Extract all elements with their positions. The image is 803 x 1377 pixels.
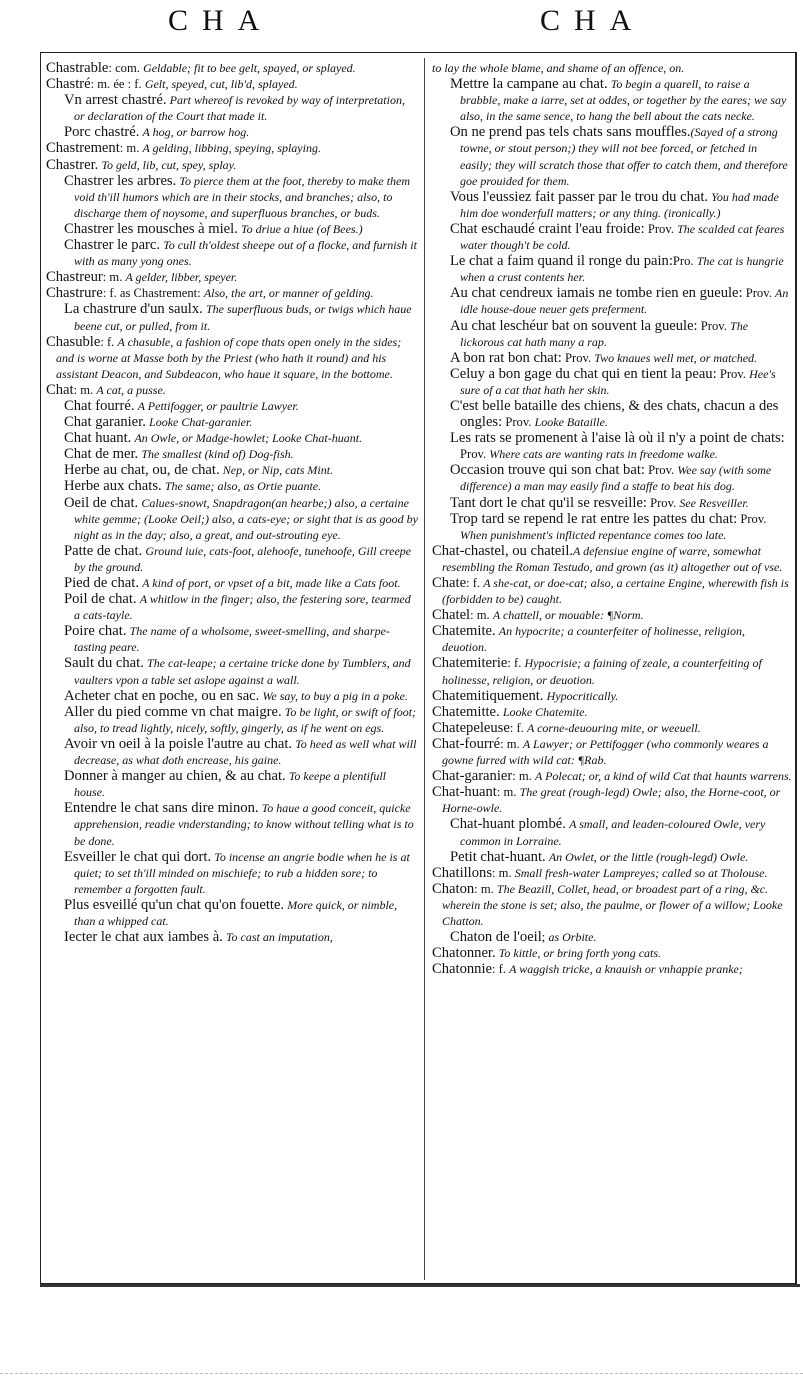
entry-headword: Poil de chat. — [64, 591, 137, 608]
entry-grammar: : f. — [509, 720, 527, 735]
entry-headword: Chat-huant plombé. — [450, 816, 566, 833]
entry-translation: Also, the art, or manner of gelding. — [203, 286, 374, 301]
dictionary-entry — [46, 736, 418, 768]
entry-translation: A defensiue engine of warre, somewhat resembling the Roman Testudo, and grown (as it) altogether out of vse. — [442, 543, 783, 574]
entry-headword: Patte de chat. — [64, 542, 143, 559]
entry-translation: To cull th'oldest sheepe out of a flocke, and furnish it with as many yong ones. — [74, 238, 417, 269]
entry-headword: Chastrer les arbres. — [64, 172, 177, 189]
entry-translation: To driue a hiue (of Bees.) — [241, 221, 363, 236]
entry-grammar: : m. — [474, 881, 497, 896]
dictionary-entry — [432, 189, 792, 221]
entry-translation: A cat, a pusse. — [96, 382, 166, 397]
entry-grammar: Prov. — [502, 415, 535, 430]
dictionary-entry — [46, 655, 418, 687]
dictionary-entry — [46, 398, 418, 414]
entry-grammar: : m. — [496, 785, 520, 800]
entry-translation: A waggish tricke, a knauish or vnhappie pranke; — [509, 962, 743, 977]
entry-grammar: : f. as Chastrement: — [102, 286, 204, 301]
entry-headword: Chat-chastel, ou chateil. — [432, 542, 574, 559]
dictionary-entry — [46, 929, 418, 945]
dictionary-entry — [432, 124, 792, 188]
entry-grammar: ; — [541, 930, 549, 945]
entry-headword: Chaton — [432, 880, 475, 897]
entry-headword: Chatemiterie — [432, 655, 508, 672]
entry-headword: Chastrable — [46, 60, 109, 76]
entry-grammar: : m. — [119, 141, 143, 156]
entry-headword: Celuy a bon gage du chat qui en tient la peau: — [450, 365, 717, 382]
entry-translation: An Owlet, or the little (rough-legd) Owle. — [548, 849, 749, 864]
entry-translation: You had made him doe wonderfull matters; or any thing. (ironically.) — [460, 189, 779, 220]
dictionary-entry — [46, 897, 418, 929]
entry-translation: To pierce them at the foot, thereby to make them void th'ill humors which are in their stocks, and branches; also, to discharge them of noysome, and superfluous branches, or buds. — [74, 173, 411, 220]
entry-headword: Chaton de l'oeil — [450, 929, 542, 946]
running-head-left: CHA — [168, 4, 274, 37]
entry-headword: Chat huant. — [64, 430, 132, 447]
entry-translation: A small, and leaden-coloured Owle, very common in Lorraine. — [460, 817, 766, 848]
entry-headword: Chat — [46, 381, 74, 398]
dictionary-entry — [432, 623, 792, 655]
entry-translation: The superfluous buds, or twigs which haue beene cut, or pulled, from it. — [74, 302, 412, 333]
entry-grammar: : f. — [466, 576, 484, 590]
dictionary-entry — [432, 961, 792, 977]
entry-translation: Looke Chatemite. — [502, 704, 588, 719]
entry-grammar: : m. ée : f. — [90, 77, 145, 92]
entry-translation: Small fresh-water Lampreyes; called so at Tholouse. — [514, 865, 768, 880]
column-divider — [424, 58, 425, 1280]
entry-headword: Chatonnie — [432, 961, 492, 978]
entry-translation: To incense an angrie bodie when he is at quiet; to set th'ill minded on mischiefe; to rub a hidden sore; to remember a forgotten fault. — [74, 849, 410, 896]
entry-translation: to lay the whole blame, and shame of an offence, on. — [432, 61, 685, 75]
entry-grammar: : m. — [470, 608, 493, 623]
dictionary-entry — [432, 318, 792, 350]
dictionary-entry — [46, 334, 418, 382]
right-column — [432, 60, 792, 977]
dictionary-entry — [432, 366, 792, 398]
dictionary-entry — [46, 430, 418, 446]
entry-translation: A kind of port, or vpset of a bit, made like a Cats foot. — [142, 576, 401, 590]
entry-headword: Chat eschaudé craint l'eau froide: — [450, 220, 645, 237]
dictionary-entry — [432, 575, 792, 607]
entry-translation: A Lawyer; or Pettifogger (who commonly weares a gowne furred with wild cat: ¶Rab. — [442, 736, 769, 768]
dictionary-entry — [46, 414, 418, 430]
entry-translation: A whitlow in the finger; also, the festering sore, tearmed a cats-tayle. — [74, 592, 411, 623]
entry-translation: An idle house-doue neuer gets preferment. — [460, 286, 789, 317]
entry-translation: A Pettifogger, or paultrie Lawyer. — [137, 398, 299, 413]
entry-translation: A corne-deuouring mite, or weeuell. — [526, 720, 701, 735]
dictionary-entry — [432, 430, 792, 462]
entry-translation: A gelding, libbing, speying, splaying. — [142, 141, 321, 156]
dictionary-entry — [46, 124, 418, 140]
entry-translation: The lickorous cat hath many a rap. — [460, 318, 749, 349]
entry-grammar: Prov. — [644, 463, 678, 478]
dictionary-entry — [432, 285, 792, 317]
entry-headword: Aller du pied comme vn chat maigre. — [64, 703, 282, 720]
dictionary-entry — [46, 76, 418, 92]
entry-grammar: : m. — [512, 769, 535, 784]
entry-headword: Chastrer les mousches à miel. — [64, 220, 238, 237]
dictionary-entry — [46, 269, 418, 285]
entry-headword: Chatel — [432, 607, 471, 624]
entry-headword: Au chat cendreux iamais ne tombe rien en gueule: — [450, 285, 743, 302]
entry-headword: Entendre le chat sans dire minon. — [64, 800, 259, 817]
entry-translation: Gelt, speyed, cut, lib'd, splayed. — [144, 77, 298, 92]
dictionary-entry — [432, 398, 792, 430]
entry-translation: Ground iuie, cats-foot, alehoofe, tunehoofe, Gill creepe by the ground. — [74, 543, 412, 574]
entry-headword: Pied de chat. — [64, 575, 139, 591]
entry-headword: Chastrer le parc. — [64, 237, 161, 254]
entry-headword: Vn arrest chastré. — [64, 92, 167, 109]
entry-headword: Au chat leschéur bat on souvent la gueule: — [450, 317, 698, 334]
dictionary-entry — [432, 655, 792, 687]
entry-headword: Chate — [432, 575, 467, 591]
entry-translation: To be light, or swift of foot; also, to tread lightly, nicely, softly, gingerly, as if he went on egs. — [74, 704, 417, 735]
dictionary-entry — [46, 688, 418, 704]
entry-headword: Trop tard se repend le rat entre les pattes du chat: — [450, 510, 738, 527]
entry-headword: Chatepeleuse — [432, 719, 510, 736]
dictionary-entry — [432, 607, 792, 623]
entry-grammar: : m. — [500, 736, 523, 751]
entry-translation: An Owle, or Madge-howlet; Looke Chat-huant. — [134, 431, 363, 446]
dictionary-entry — [46, 285, 418, 301]
dictionary-entry — [432, 495, 792, 511]
dictionary-entry — [46, 92, 418, 124]
entry-grammar: : f. — [492, 962, 510, 977]
entry-translation: Hee's sure of a cat that hath her skin. — [460, 366, 776, 397]
entry-translation: Calues-snowt, Snapdragon(an hearbe;) also, a certaine white gemme; (Looke Oeil;) also, a cats-eye; or sight that is as good by night as in the day; also, a great, and out-strouting eye. — [74, 495, 418, 542]
entry-translation: Hypocritically. — [546, 688, 619, 703]
entry-headword: La chastrure d'un saulx. — [64, 301, 203, 318]
dictionary-entry — [432, 462, 792, 494]
entry-translation: When punishment's inflicted repentance comes too late. — [460, 527, 727, 542]
dictionary-entry — [46, 301, 418, 333]
entry-translation: as Orbite. — [548, 930, 597, 945]
dictionary-entry — [432, 945, 792, 961]
dictionary-entry — [432, 736, 792, 768]
entry-headword: Petit chat-huant. — [450, 848, 546, 865]
entry-headword: Tant dort le chat qu'il se resveille: — [450, 494, 647, 511]
entry-grammar: Prov. — [716, 366, 750, 381]
entry-headword: Vous l'eussiez fait passer par le trou du chat. — [450, 188, 709, 205]
entry-translation: The same; also, as Ortie puante. — [164, 479, 322, 494]
dictionary-entry — [432, 253, 792, 285]
running-head-right: CHA — [540, 4, 646, 37]
entry-translation: To cast an imputation, — [225, 930, 333, 945]
entry-translation: To haue a good conceit, quicke apprehension, readie vnderstanding; to know without telling what is to be done. — [74, 801, 414, 848]
entry-headword: Chatillons — [432, 864, 492, 881]
entry-grammar: Prov. — [561, 350, 595, 365]
entry-headword: Chatemitte. — [432, 703, 500, 720]
dictionary-entry — [46, 800, 418, 848]
entry-translation: A Polecat; or, a kind of wild Cat that haunts warrens. — [534, 769, 792, 784]
entry-translation: Looke Bataille. — [534, 415, 608, 430]
entry-translation: More quick, or nimble, than a whipped cat. — [74, 897, 398, 928]
entry-translation: The name of a wholsome, sweet-smelling, and sharpe-tasting peare. — [74, 624, 390, 655]
entry-headword: Chastrer. — [46, 156, 99, 173]
entry-headword: Chatemite. — [432, 623, 496, 640]
entry-headword: Occasion trouve qui son chat bat: — [450, 462, 645, 479]
entry-grammar: Prov. — [460, 447, 490, 462]
entry-translation: (Sayed of a strong towne, or stout person;) they will not bee forced, or fetched in easily; they will scratch those that offer to catch them, and therefore goe prouided for them. — [460, 125, 788, 188]
entry-headword: Chat-huant — [432, 784, 497, 801]
entry-headword: Chastré — [46, 76, 91, 93]
entry-translation: A chasuble, a fashion of cope thats open onely in the sides; and is worne at Masse both by the Priest (who hath it round) and his assistant Deacon, and Subdeacon, who haue it square, in the bottome. — [56, 334, 402, 381]
entry-headword: Oeil de chat. — [64, 494, 139, 511]
dictionary-entry — [46, 543, 418, 575]
dictionary-entry — [46, 157, 418, 173]
entry-translation: The Beazill, Collet, head, or broadest part of a ring, &c. wherein the stone is set; also, the paulme, or flower of a willow; Looke Chatton. — [442, 881, 783, 928]
entry-translation: A chattell, or mouable: ¶Norm. — [492, 608, 644, 623]
entry-translation: An hypocrite; a counterfeiter of holinesse, religion, deuotion. — [442, 624, 745, 655]
entry-headword: Chat garanier. — [64, 414, 146, 431]
entry-translation: Hypocrisie; a faining of zeale, a counterfeiting of holinesse, religion, or deuotion. — [442, 656, 762, 687]
dictionary-entry — [432, 768, 792, 784]
dictionary-entry — [46, 704, 418, 736]
dictionary-entry — [432, 784, 792, 816]
dictionary-entry — [432, 511, 792, 543]
left-column — [46, 60, 418, 945]
dictionary-entry — [46, 478, 418, 494]
dictionary-entry — [46, 591, 418, 623]
dictionary-entry — [46, 237, 418, 269]
entry-translation: The smallest (kind of) Dog-fish. — [141, 447, 294, 462]
dictionary-entry — [46, 446, 418, 462]
dictionary-entry — [46, 849, 418, 897]
entry-translation: The great (rough-legd) Owle; also, the Horne-coot, or Horne-owle. — [442, 785, 781, 816]
entry-headword: Chasuble — [46, 333, 101, 350]
dictionary-entry — [432, 60, 792, 76]
entry-headword: Chastrure — [46, 285, 103, 302]
entry-translation: Wee say (with some difference) a man may easily find a staffe to beat his dog. — [460, 463, 772, 494]
entry-translation: Geldable; fit to bee gelt, spayed, or splayed. — [143, 61, 356, 75]
entry-translation: A hog, or barrow hog. — [142, 125, 250, 140]
entry-headword: Chastreur — [46, 269, 103, 286]
entry-translation: Two knaues well met, or matched. — [594, 350, 758, 365]
entry-headword: Chatonner. — [432, 945, 496, 962]
entry-translation: The scalded cat feares water though't be cold. — [460, 221, 785, 253]
dictionary-entry — [432, 350, 792, 366]
dictionary-entry — [46, 462, 418, 478]
entry-translation: A gelder, libber, speyer. — [125, 270, 238, 285]
entry-translation: Part whereof is revoked by way of interpretation, or declaration of the Court that made it. — [74, 93, 405, 124]
dictionary-entry — [432, 704, 792, 720]
frame-bottom-rule — [40, 1284, 800, 1287]
entry-headword: Plus esveillé qu'un chat qu'on fouette. — [64, 896, 285, 913]
entry-headword: C'est belle bataille des chiens, & des chats, chacun a des ongles: — [450, 397, 779, 431]
dictionary-entry — [432, 881, 792, 929]
entry-grammar: : m. — [492, 865, 515, 880]
dictionary-entry — [46, 495, 418, 543]
entry-grammar: : com. — [108, 61, 144, 75]
dictionary-entry — [46, 140, 418, 156]
entry-grammar: Prov. — [644, 221, 678, 236]
dictionary-entry — [432, 929, 792, 945]
entry-headword: On ne prend pas tels chats sans mouffles. — [450, 124, 691, 141]
entry-headword: Les rats se promenent à l'aise là où il n'y a point de chats: — [450, 430, 785, 447]
entry-grammar: Prov. — [742, 286, 775, 301]
dictionary-entry — [46, 60, 418, 76]
scan-edge-rule — [0, 1373, 803, 1375]
entry-grammar: : f. — [507, 656, 525, 671]
entry-headword: Iecter le chat aux iambes à. — [64, 929, 223, 946]
entry-translation: A she-cat, or doe-cat; also, a certaine Engine, wherewith fish is (forbidden to be) caught. — [442, 576, 789, 607]
entry-headword: Porc chastré. — [64, 124, 140, 141]
entry-headword: Chat-garanier — [432, 768, 513, 785]
entry-headword: Esveiller le chat qui dort. — [64, 848, 212, 865]
dictionary-entry — [46, 173, 418, 221]
dictionary-entry — [432, 720, 792, 736]
dictionary-entry — [46, 768, 418, 800]
dictionary-entry — [46, 623, 418, 655]
dictionary-entry — [432, 865, 792, 881]
entry-translation: The cat-leape; a certaine tricke done by Tumblers, and vaulters vpon a table set aslope against a wall. — [74, 656, 411, 687]
entry-translation: We say, to buy a pig in a poke. — [262, 688, 409, 703]
entry-headword: Chatemitiquement. — [432, 687, 544, 704]
entry-headword: Chastrement — [46, 140, 120, 157]
entry-headword: Chat fourré. — [64, 397, 135, 414]
entry-headword: Donner à manger au chien, & au chat. — [64, 768, 286, 785]
dictionary-entry — [432, 688, 792, 704]
entry-grammar: Pro. — [672, 254, 697, 269]
entry-translation: Nep, or Nip, cats Mint. — [222, 463, 334, 478]
entry-translation: See Resveiller. — [679, 495, 749, 510]
dictionary-entry — [432, 76, 792, 124]
entry-grammar: Prov. — [646, 495, 680, 510]
entry-headword: Chat-fourré — [432, 735, 501, 752]
entry-headword: Acheter chat en poche, ou en sac. — [64, 687, 260, 704]
dictionary-entry — [46, 575, 418, 591]
entry-grammar: : m. — [102, 270, 126, 285]
entry-grammar: Prov. — [697, 318, 731, 333]
entry-translation: To begin a quarell, to raise a brabble, make a iarre, set at oddes, or together by the eares; we say also, in the same sence, to hang the bell about the cats necke. — [460, 77, 787, 124]
entry-translation: To keepe a plentifull house. — [74, 769, 387, 800]
entry-translation: The cat is hungrie when a crust contents her. — [460, 254, 784, 285]
entry-translation: To geld, lib, cut, spey, splay. — [101, 157, 237, 172]
dictionary-entry — [46, 382, 418, 398]
entry-grammar: : m. — [73, 382, 97, 397]
dictionary-entry — [432, 849, 792, 865]
entry-headword: Chat de mer. — [64, 446, 139, 463]
entry-headword: Poire chat. — [64, 623, 127, 640]
entry-headword: Herbe aux chats. — [64, 478, 162, 495]
dictionary-entry — [46, 221, 418, 237]
dictionary-entry — [432, 543, 792, 575]
entry-grammar: Prov. — [737, 511, 767, 526]
entry-headword: Le chat a faim quand il ronge du pain: — [450, 253, 673, 270]
entry-translation: To kittle, or bring forth yong cats. — [498, 946, 662, 961]
entry-headword: A bon rat bon chat: — [450, 349, 562, 366]
entry-headword: Mettre la campane au chat. — [450, 76, 608, 93]
entry-translation: Where cats are wanting rats in freedome walke. — [489, 447, 718, 462]
entry-headword: Avoir vn oeil à la poisle l'autre au chat. — [64, 735, 293, 752]
entry-headword: Sault du chat. — [64, 655, 144, 672]
entry-translation: To heed as well what will decrease, as what doth encrease, his gaine. — [74, 736, 417, 768]
entry-headword: Herbe au chat, ou, de chat. — [64, 462, 220, 479]
dictionary-entry — [432, 221, 792, 253]
dictionary-entry — [432, 816, 792, 848]
entry-translation: Looke Chat-garanier. — [149, 415, 253, 430]
entry-grammar: : f. — [100, 334, 118, 349]
